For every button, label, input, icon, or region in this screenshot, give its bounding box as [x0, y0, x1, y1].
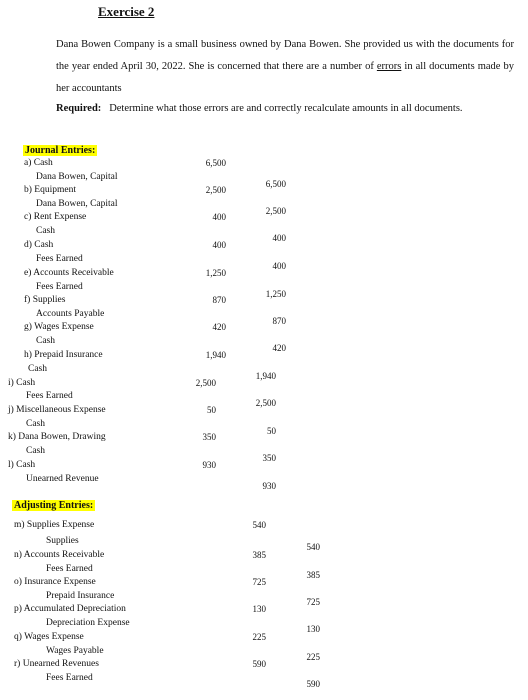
journal-account-label: Cash — [26, 419, 45, 429]
journal-credit-amount: 2,500 — [255, 398, 276, 408]
journal-account-label: i) Cash — [8, 378, 36, 388]
journal-credit-amount: 1,250 — [265, 289, 286, 299]
exercise-title: Exercise 2 — [98, 4, 155, 19]
journal-account-label: k) Dana Bowen, Drawing — [8, 432, 106, 442]
adjusting-heading — [12, 495, 95, 513]
adjusting-debit-amount: 725 — [252, 577, 266, 587]
adjusting-account-label: Fees Earned — [46, 673, 93, 683]
journal-debit-amount: 420 — [212, 322, 226, 332]
adjusting-account-label: q) Wages Expense — [14, 632, 84, 642]
adjusting-account-label: Prepaid Insurance — [46, 591, 115, 601]
journal-account-label: l) Cash — [8, 460, 36, 470]
journal-credit-amount: 870 — [272, 316, 286, 326]
journal-heading-label: Journal Entries: — [25, 145, 96, 156]
adjusting-debit-amount: 590 — [252, 659, 266, 669]
adjusting-debit-amount: 540 — [252, 520, 266, 530]
journal-account-label: Cash — [36, 226, 55, 236]
journal-account-label: f) Supplies — [24, 295, 66, 305]
journal-account-label: b) Equipment — [24, 185, 76, 195]
adjusting-credit-amount: 590 — [306, 679, 320, 689]
intro-text-after: in all documents made by her accountants — [56, 61, 514, 94]
adjusting-credit-amount: 540 — [306, 542, 320, 552]
adjusting-account-label: o) Insurance Expense — [14, 577, 96, 587]
adjusting-account-label: Supplies — [46, 536, 79, 546]
adjusting-account-label: Wages Payable — [46, 646, 104, 656]
journal-debit-amount: 6,500 — [205, 158, 226, 168]
adjusting-account-label: Depreciation Expense — [46, 618, 130, 628]
journal-account-label: Cash — [26, 446, 45, 456]
journal-debit-amount: 870 — [212, 295, 226, 305]
adjusting-debit-amount: 130 — [252, 604, 266, 614]
adjusting-credit-amount: 385 — [306, 570, 320, 580]
intro-underlined-word: errors — [376, 61, 402, 72]
required-text: Determine what those errors are and correctly recalculate amounts in all documents. — [109, 103, 463, 114]
journal-credit-amount: 6,500 — [265, 179, 286, 189]
journal-credit-amount: 400 — [272, 233, 286, 243]
journal-debit-amount: 1,940 — [205, 350, 226, 360]
adjusting-account-label: Fees Earned — [46, 564, 93, 574]
journal-account-label: Fees Earned — [26, 391, 73, 401]
adjusting-debit-amount: 225 — [252, 632, 266, 642]
journal-debit-amount: 2,500 — [195, 378, 216, 388]
required-paragraph — [56, 98, 514, 120]
journal-debit-amount: 2,500 — [205, 185, 226, 195]
journal-credit-amount: 420 — [272, 343, 286, 353]
adjusting-account-label: m) Supplies Expense — [14, 520, 95, 530]
journal-debit-amount: 930 — [202, 460, 216, 470]
intro-text-before: Dana Bowen Company is a small business owned by Dana Bowen. She provided us with the documents for the year ended April 30, 2022. She is concerned that there are a number of — [56, 39, 514, 72]
journal-account-label: Fees Earned — [36, 282, 83, 292]
journal-account-label: Dana Bowen, Capital — [36, 199, 118, 209]
journal-account-label: d) Cash — [24, 240, 54, 250]
journal-credit-amount: 50 — [267, 426, 276, 436]
adjusting-account-label: p) Accumulated Depreciation — [14, 604, 126, 614]
journal-debit-amount: 1,250 — [205, 268, 226, 278]
journal-account-label: a) Cash — [24, 158, 53, 168]
journal-heading — [23, 140, 97, 158]
adjusting-credit-amount: 225 — [306, 652, 320, 662]
journal-debit-amount: 350 — [202, 432, 216, 442]
journal-debit-amount: 400 — [212, 240, 226, 250]
journal-account-label: h) Prepaid Insurance — [24, 350, 103, 360]
journal-account-label: c) Rent Expense — [24, 212, 87, 222]
journal-account-label: j) Miscellaneous Expense — [8, 405, 106, 415]
journal-account-label: Fees Earned — [36, 254, 83, 264]
adjusting-heading-label: Adjusting Entries: — [14, 500, 94, 511]
adjusting-account-label: r) Unearned Revenues — [14, 659, 99, 669]
journal-account-label: Cash — [36, 336, 55, 346]
adjusting-credit-amount: 130 — [306, 624, 320, 634]
journal-account-label: Dana Bowen, Capital — [36, 172, 118, 182]
journal-credit-amount: 400 — [272, 261, 286, 271]
journal-account-label: g) Wages Expense — [24, 322, 94, 332]
journal-account-label: Unearned Revenue — [26, 474, 99, 484]
journal-debit-amount: 50 — [207, 405, 216, 415]
adjusting-credit-amount: 725 — [306, 597, 320, 607]
adjusting-debit-amount: 385 — [252, 550, 266, 560]
journal-account-label: Cash — [28, 364, 47, 374]
required-label: Required: — [56, 103, 102, 114]
journal-credit-amount: 2,500 — [265, 206, 286, 216]
adjusting-account-label: n) Accounts Receivable — [14, 550, 105, 560]
journal-account-label: Accounts Payable — [36, 309, 105, 319]
journal-credit-amount: 1,940 — [255, 371, 276, 381]
journal-account-label: e) Accounts Receivable — [24, 268, 114, 278]
intro-paragraph — [56, 34, 514, 100]
journal-debit-amount: 400 — [212, 212, 226, 222]
journal-credit-amount: 350 — [262, 453, 276, 463]
journal-credit-amount: 930 — [262, 481, 276, 491]
